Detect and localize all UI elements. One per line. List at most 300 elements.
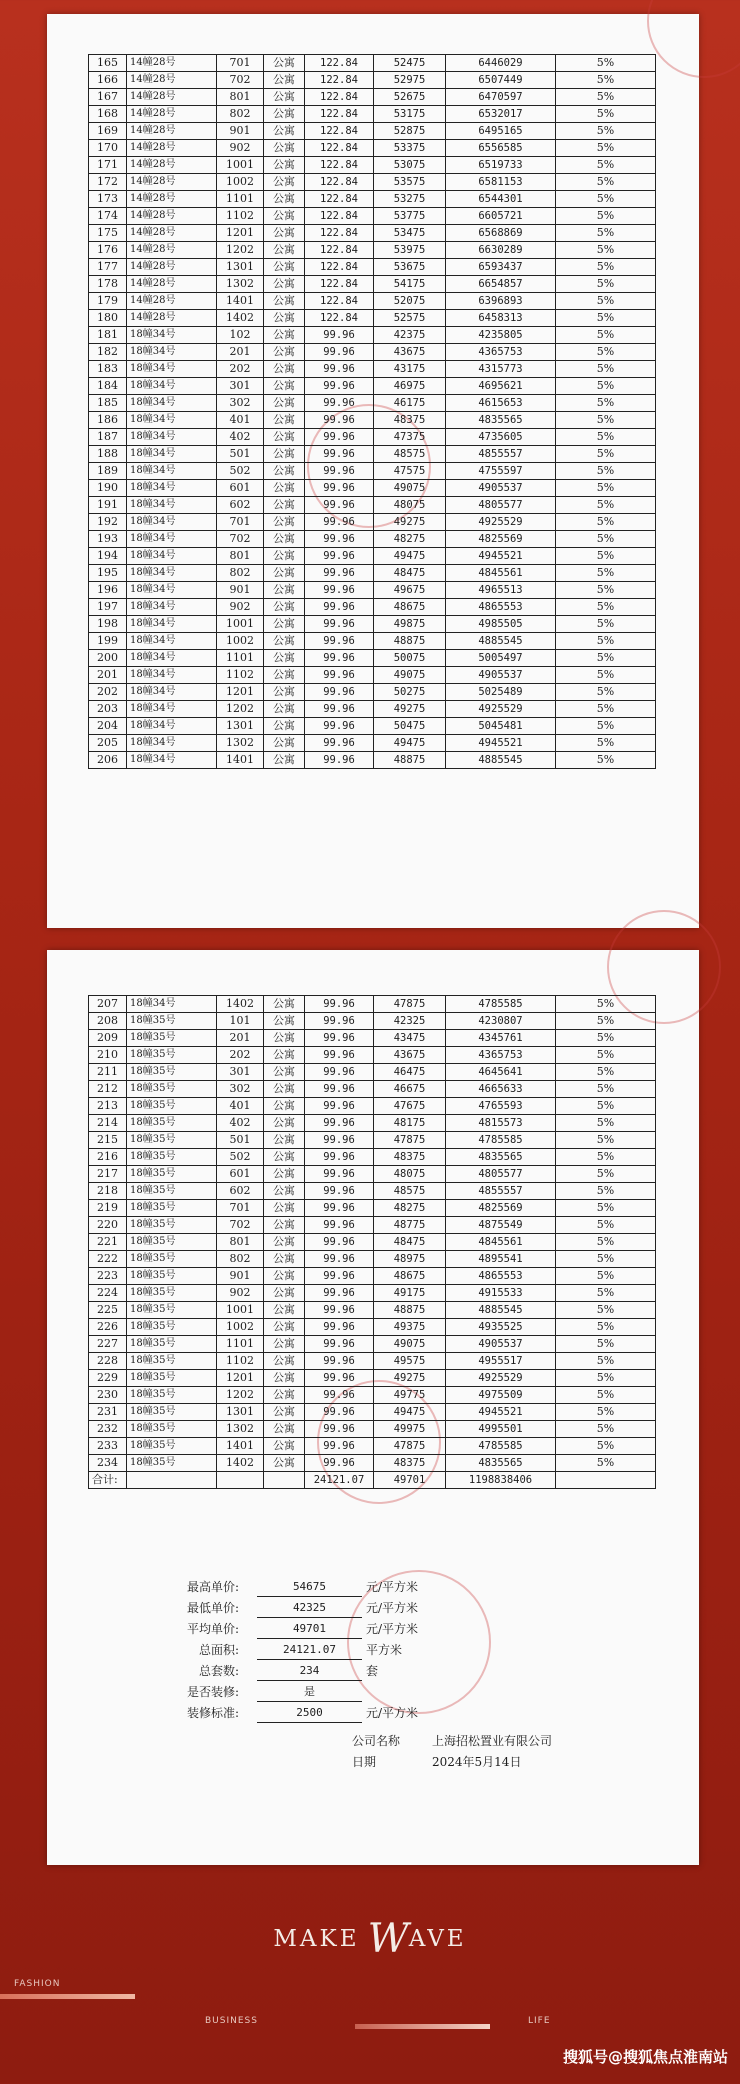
table-cell: 702 (217, 531, 264, 548)
table-cell: 48475 (374, 565, 446, 582)
table-cell: 4905537 (446, 480, 556, 497)
table-cell: 公寓 (264, 123, 305, 140)
table-cell: 901 (217, 1268, 264, 1285)
table-cell: 4905537 (446, 1336, 556, 1353)
table-cell: 公寓 (264, 1030, 305, 1047)
table-cell: 99.96 (305, 1183, 374, 1200)
table-cell: 4825569 (446, 1200, 556, 1217)
table-cell: 4945521 (446, 548, 556, 565)
table-cell: 5% (556, 514, 656, 531)
table-cell: 99.96 (305, 1064, 374, 1081)
total-label: 合计: (89, 1472, 127, 1489)
table-cell: 18幢34号 (127, 327, 217, 344)
price-list-page-1 (47, 14, 699, 928)
table-row (89, 582, 656, 599)
table-cell: 4365753 (446, 344, 556, 361)
table-row (89, 446, 656, 463)
table-cell: 101 (217, 1013, 264, 1030)
table-cell: 6519733 (446, 157, 556, 174)
table-cell: 214 (89, 1115, 127, 1132)
table-cell: 公寓 (264, 1438, 305, 1455)
table-cell: 196 (89, 582, 127, 599)
table-cell: 18幢35号 (127, 1132, 217, 1149)
summary-label: 总面积: (198, 1643, 239, 1657)
table-row (89, 276, 656, 293)
summary-value: 是 (257, 1683, 362, 1702)
table-cell: 122.84 (305, 55, 374, 72)
table-cell: 52875 (374, 123, 446, 140)
table-cell: 99.96 (305, 599, 374, 616)
table-cell: 公寓 (264, 1132, 305, 1149)
table-cell: 47575 (374, 463, 446, 480)
table-cell: 212 (89, 1081, 127, 1098)
table-cell: 公寓 (264, 1336, 305, 1353)
table-cell: 1001 (217, 616, 264, 633)
table-cell: 219 (89, 1200, 127, 1217)
table-cell: 4925529 (446, 514, 556, 531)
table-cell: 1402 (217, 1455, 264, 1472)
table-cell: 18幢34号 (127, 650, 217, 667)
table-cell: 901 (217, 582, 264, 599)
table-row (89, 735, 656, 752)
table-cell: 18幢34号 (127, 344, 217, 361)
table-cell: 122.84 (305, 106, 374, 123)
table-row (89, 157, 656, 174)
table-cell: 99.96 (305, 548, 374, 565)
table-cell: 232 (89, 1421, 127, 1438)
table-cell: 公寓 (264, 1285, 305, 1302)
table-cell: 802 (217, 565, 264, 582)
table-cell: 53975 (374, 242, 446, 259)
table-cell: 99.96 (305, 701, 374, 718)
table-cell: 47875 (374, 996, 446, 1013)
table-cell: 18幢34号 (127, 361, 217, 378)
table-cell: 4835565 (446, 1149, 556, 1166)
table-cell: 18幢35号 (127, 1268, 217, 1285)
table-cell: 18幢35号 (127, 1047, 217, 1064)
table-cell: 122.84 (305, 191, 374, 208)
table-cell: 5% (556, 412, 656, 429)
table-cell: 49475 (374, 1404, 446, 1421)
table-cell: 99.96 (305, 480, 374, 497)
summary-row (147, 1683, 487, 1701)
table-cell: 53775 (374, 208, 446, 225)
table-cell: 公寓 (264, 259, 305, 276)
table-cell: 5% (556, 599, 656, 616)
table-cell: 5% (556, 174, 656, 191)
table-cell: 4230807 (446, 1013, 556, 1030)
table-cell: 99.96 (305, 446, 374, 463)
total-cell (127, 1472, 217, 1489)
summary-label: 平均单价: (186, 1622, 239, 1636)
table-cell: 公寓 (264, 208, 305, 225)
table-cell: 5% (556, 650, 656, 667)
table-row (89, 667, 656, 684)
table-cell: 4805577 (446, 1166, 556, 1183)
table-cell: 601 (217, 480, 264, 497)
table-row (89, 633, 656, 650)
table-row (89, 1251, 656, 1268)
table-cell: 5% (556, 1421, 656, 1438)
table-cell: 122.84 (305, 225, 374, 242)
table-row (89, 293, 656, 310)
table-cell: 48675 (374, 1268, 446, 1285)
price-list-page-2 (47, 950, 699, 1865)
table-cell: 14幢28号 (127, 191, 217, 208)
table-cell: 53575 (374, 174, 446, 191)
table-cell: 99.96 (305, 1438, 374, 1455)
table-cell: 49075 (374, 1336, 446, 1353)
table-cell: 5% (556, 1302, 656, 1319)
table-cell: 公寓 (264, 327, 305, 344)
table-cell: 18幢34号 (127, 718, 217, 735)
table-cell: 227 (89, 1336, 127, 1353)
table-cell: 4755597 (446, 463, 556, 480)
table-cell: 5% (556, 1013, 656, 1030)
table-cell: 701 (217, 514, 264, 531)
table-cell: 5% (556, 1166, 656, 1183)
table-cell: 99.96 (305, 667, 374, 684)
table-cell: 182 (89, 344, 127, 361)
table-cell: 302 (217, 395, 264, 412)
table-cell: 5% (556, 1149, 656, 1166)
table-cell: 175 (89, 225, 127, 242)
table-cell: 4915533 (446, 1285, 556, 1302)
table-cell: 4785585 (446, 1132, 556, 1149)
table-cell: 5% (556, 242, 656, 259)
table-cell: 218 (89, 1183, 127, 1200)
table-row (89, 1353, 656, 1370)
footer-label-life: LIFE (528, 2016, 551, 2026)
table-cell: 801 (217, 89, 264, 106)
table-cell: 174 (89, 208, 127, 225)
table-row (89, 310, 656, 327)
table-cell: 5% (556, 123, 656, 140)
table-cell: 99.96 (305, 1200, 374, 1217)
table-row (89, 1115, 656, 1132)
table-cell: 1401 (217, 752, 264, 769)
table-cell: 18幢34号 (127, 616, 217, 633)
table-cell: 6593437 (446, 259, 556, 276)
table-row (89, 412, 656, 429)
table-cell: 4865553 (446, 1268, 556, 1285)
table-cell: 公寓 (264, 996, 305, 1013)
table-cell: 公寓 (264, 548, 305, 565)
table-cell: 229 (89, 1370, 127, 1387)
table-row (89, 191, 656, 208)
table-cell: 122.84 (305, 123, 374, 140)
table-cell: 99.96 (305, 463, 374, 480)
table-cell: 14幢28号 (127, 89, 217, 106)
table-cell: 18幢34号 (127, 429, 217, 446)
table-cell: 4905537 (446, 667, 556, 684)
table-cell: 5% (556, 1404, 656, 1421)
table-cell: 18幢35号 (127, 1421, 217, 1438)
brand-w-letter: W (367, 1916, 409, 1962)
table-cell: 14幢28号 (127, 293, 217, 310)
table-cell: 52675 (374, 89, 446, 106)
table-cell: 公寓 (264, 531, 305, 548)
table-cell: 5005497 (446, 650, 556, 667)
table-cell: 173 (89, 191, 127, 208)
table-cell: 49075 (374, 480, 446, 497)
table-cell: 1401 (217, 293, 264, 310)
table-cell: 5% (556, 1115, 656, 1132)
summary-value: 49701 (257, 1620, 362, 1639)
table-cell: 99.96 (305, 344, 374, 361)
table-row (89, 208, 656, 225)
table-cell: 公寓 (264, 1149, 305, 1166)
table-cell: 222 (89, 1251, 127, 1268)
footer (0, 1866, 740, 2084)
table-cell: 99.96 (305, 361, 374, 378)
table-cell: 6630289 (446, 242, 556, 259)
table-cell: 184 (89, 378, 127, 395)
table-cell: 48375 (374, 1149, 446, 1166)
table-cell: 501 (217, 1132, 264, 1149)
table-cell: 226 (89, 1319, 127, 1336)
company-name: 上海招松置业有限公司 (432, 1734, 553, 1748)
table-cell: 公寓 (264, 1387, 305, 1404)
summary-value: 234 (257, 1662, 362, 1681)
total-cell: 1198838406 (446, 1472, 556, 1489)
table-row (89, 1013, 656, 1030)
table-row (89, 242, 656, 259)
table-cell: 5% (556, 89, 656, 106)
table-cell: 14幢28号 (127, 174, 217, 191)
table-row (89, 378, 656, 395)
table-cell: 公寓 (264, 1183, 305, 1200)
table-cell: 5% (556, 548, 656, 565)
table-cell: 18幢34号 (127, 446, 217, 463)
table-cell: 5% (556, 225, 656, 242)
table-cell: 46675 (374, 1081, 446, 1098)
table-cell: 公寓 (264, 1064, 305, 1081)
table-cell: 5% (556, 1251, 656, 1268)
table-cell: 99.96 (305, 531, 374, 548)
table-cell: 18幢35号 (127, 1336, 217, 1353)
table-cell: 5% (556, 1438, 656, 1455)
table-cell: 170 (89, 140, 127, 157)
table-cell: 1102 (217, 208, 264, 225)
table-cell: 48275 (374, 1200, 446, 1217)
table-cell: 18幢34号 (127, 667, 217, 684)
table-row (89, 463, 656, 480)
table-cell: 18幢35号 (127, 1081, 217, 1098)
summary-value: 24121.07 (257, 1641, 362, 1660)
table-cell: 49375 (374, 1319, 446, 1336)
table-cell: 公寓 (264, 633, 305, 650)
table-cell: 5% (556, 1081, 656, 1098)
table-cell: 4935525 (446, 1319, 556, 1336)
table-cell: 99.96 (305, 1353, 374, 1370)
table-cell: 1202 (217, 1387, 264, 1404)
table-cell: 99.96 (305, 1421, 374, 1438)
table-cell: 233 (89, 1438, 127, 1455)
table-row (89, 1064, 656, 1081)
table-cell: 99.96 (305, 718, 374, 735)
table-cell: 18幢34号 (127, 752, 217, 769)
table-cell: 203 (89, 701, 127, 718)
table-cell: 5% (556, 1217, 656, 1234)
table-cell: 18幢35号 (127, 1234, 217, 1251)
table-cell: 54175 (374, 276, 446, 293)
table-cell: 1102 (217, 667, 264, 684)
table-row (89, 174, 656, 191)
table-cell: 5% (556, 996, 656, 1013)
table-cell: 49775 (374, 1387, 446, 1404)
table-cell: 公寓 (264, 701, 305, 718)
table-cell: 168 (89, 106, 127, 123)
table-cell: 5% (556, 446, 656, 463)
table-cell: 18幢35号 (127, 1285, 217, 1302)
table-cell: 1101 (217, 1336, 264, 1353)
table-row (89, 1302, 656, 1319)
table-cell: 302 (217, 1081, 264, 1098)
table-cell: 5% (556, 378, 656, 395)
table-cell: 42325 (374, 1013, 446, 1030)
total-row (89, 1472, 656, 1489)
table-cell: 223 (89, 1268, 127, 1285)
table-cell: 公寓 (264, 344, 305, 361)
table-cell: 公寓 (264, 106, 305, 123)
table-cell: 18幢35号 (127, 1438, 217, 1455)
table-cell: 公寓 (264, 1200, 305, 1217)
table-cell: 49275 (374, 514, 446, 531)
table-cell: 5% (556, 293, 656, 310)
table-cell: 122.84 (305, 259, 374, 276)
table-cell: 46175 (374, 395, 446, 412)
brand-make: MAKE (273, 1926, 360, 1952)
table-row (89, 718, 656, 735)
table-cell: 4645641 (446, 1064, 556, 1081)
table-cell: 53475 (374, 225, 446, 242)
summary-unit: 平方米 (366, 1643, 403, 1657)
table-cell: 5% (556, 361, 656, 378)
table-cell: 501 (217, 446, 264, 463)
table-cell: 210 (89, 1047, 127, 1064)
table-cell: 206 (89, 752, 127, 769)
table-cell: 6544301 (446, 191, 556, 208)
table-cell: 1302 (217, 735, 264, 752)
table-cell: 230 (89, 1387, 127, 1404)
summary-row (147, 1641, 487, 1659)
table-cell: 14幢28号 (127, 157, 217, 174)
table-cell: 5% (556, 157, 656, 174)
table-cell: 1002 (217, 174, 264, 191)
table-cell: 6458313 (446, 310, 556, 327)
table-cell: 52475 (374, 55, 446, 72)
table-cell: 18幢35号 (127, 1370, 217, 1387)
table-cell: 48875 (374, 1302, 446, 1319)
table-cell: 公寓 (264, 1455, 305, 1472)
table-row (89, 1234, 656, 1251)
table-cell: 5% (556, 259, 656, 276)
table-row (89, 106, 656, 123)
summary-unit: 元/平方米 (366, 1601, 419, 1615)
summary-unit: 元/平方米 (366, 1580, 419, 1594)
table-cell: 18幢34号 (127, 684, 217, 701)
table-row (89, 1336, 656, 1353)
table-cell: 14幢28号 (127, 106, 217, 123)
summary-label: 装修标准: (186, 1706, 239, 1720)
table-cell: 公寓 (264, 1404, 305, 1421)
table-cell: 4695621 (446, 378, 556, 395)
table-cell: 5% (556, 1200, 656, 1217)
table-cell: 公寓 (264, 582, 305, 599)
table-cell: 公寓 (264, 735, 305, 752)
table-cell: 167 (89, 89, 127, 106)
price-table (88, 995, 656, 1489)
table-cell: 193 (89, 531, 127, 548)
table-cell: 公寓 (264, 1234, 305, 1251)
table-row (89, 1370, 656, 1387)
table-row (89, 514, 656, 531)
table-cell: 公寓 (264, 1081, 305, 1098)
table-row (89, 565, 656, 582)
table-cell: 99.96 (305, 327, 374, 344)
table-cell: 99.96 (305, 1149, 374, 1166)
table-cell: 4845561 (446, 1234, 556, 1251)
table-cell: 5% (556, 1455, 656, 1472)
table-cell: 215 (89, 1132, 127, 1149)
table-cell: 189 (89, 463, 127, 480)
table-cell: 48975 (374, 1251, 446, 1268)
table-cell: 99.96 (305, 1302, 374, 1319)
table-cell: 4855557 (446, 1183, 556, 1200)
table-cell: 4765593 (446, 1098, 556, 1115)
table-cell: 1201 (217, 225, 264, 242)
table-cell: 18幢34号 (127, 735, 217, 752)
table-cell: 18幢35号 (127, 1200, 217, 1217)
table-cell: 502 (217, 1149, 264, 1166)
table-cell: 18幢34号 (127, 633, 217, 650)
table-row (89, 1149, 656, 1166)
table-row (89, 1387, 656, 1404)
table-cell: 18幢34号 (127, 701, 217, 718)
table-cell: 1301 (217, 259, 264, 276)
table-row (89, 701, 656, 718)
table-cell: 48775 (374, 1217, 446, 1234)
table-cell: 4975509 (446, 1387, 556, 1404)
table-cell: 197 (89, 599, 127, 616)
table-cell: 224 (89, 1285, 127, 1302)
table-cell: 99.96 (305, 684, 374, 701)
table-cell: 公寓 (264, 1421, 305, 1438)
table-row (89, 531, 656, 548)
table-cell: 1301 (217, 718, 264, 735)
table-cell: 公寓 (264, 55, 305, 72)
table-cell: 53075 (374, 157, 446, 174)
table-cell: 99.96 (305, 1098, 374, 1115)
table-cell: 185 (89, 395, 127, 412)
table-cell: 48075 (374, 1166, 446, 1183)
table-cell: 99.96 (305, 996, 374, 1013)
table-cell: 402 (217, 429, 264, 446)
table-cell: 4615653 (446, 395, 556, 412)
table-cell: 5% (556, 344, 656, 361)
table-cell: 5% (556, 752, 656, 769)
table-cell: 18幢34号 (127, 565, 217, 582)
table-row (89, 55, 656, 72)
table-cell: 122.84 (305, 89, 374, 106)
table-cell: 公寓 (264, 191, 305, 208)
table-cell: 99.96 (305, 1319, 374, 1336)
table-cell: 99.96 (305, 1030, 374, 1047)
table-cell: 902 (217, 1285, 264, 1302)
table-cell: 166 (89, 72, 127, 89)
table-cell: 1102 (217, 1353, 264, 1370)
